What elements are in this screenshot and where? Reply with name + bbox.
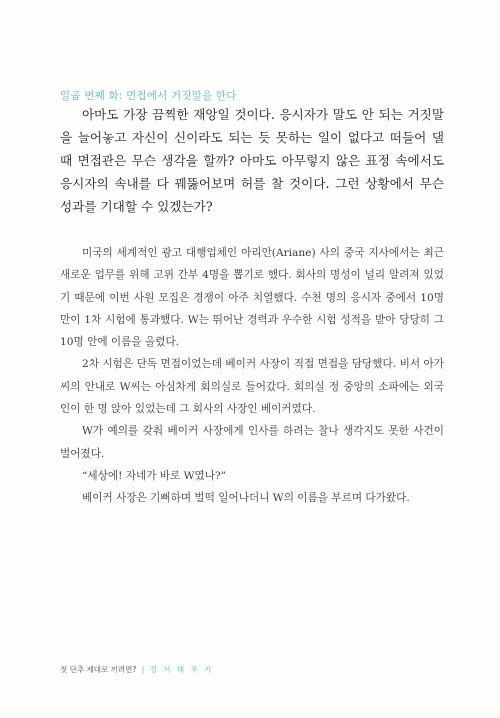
section-heading: 일곱 번째 화: 면접에서 거짓말을 한다 [60,90,237,102]
footer-divider: | [141,665,145,674]
story-quote: “세상에! 자네가 바로 W였나?” [82,469,227,482]
intro-paragraph: 아마도 가장 끔찍한 재앙일 것이다. 응시자가 말도 안 되는 거짓말을 늘어놓고 자신이 신이라도 되는 듯 못하는 일이 없다고 떠들어 댈 때 면접관은 무슨 생각을 할까? 아마도 아무렇지 않은 표정 속에서도 응시자의 속내를 다 꿰뚫어보며 허를 찰 것이다. 그런 상황에서 무슨 성과를 기대할 수 있겠는가? [60,107,444,214]
footer-section-name: 정 서 태 우 기 [149,665,214,674]
story-body [60,242,444,510]
story-paragraph: 베이커 사장은 기뻐하며 벌떡 일어나더니 W의 이름을 부르며 다가왔다. [82,492,410,505]
story-paragraph: 미국의 세계적인 광고 대행업체인 아리안(Ariane) 사의 중국 지사에서는 최근 새로운 업무를 위해 고위 간부 4명을 뽑기로 했다. 회사의 명성이 널리 알려져 있었기 때문에 이번 사원 모집은 경쟁이 아주 치열했다. 수천 명의 응시자 중에서 10명만이 1차 시험에 통과했다. W는 뛰어난 경력과 우수한 시험 성적을 받아 당당히 그 10명 안에 이름을 올렸다. [60,247,444,349]
story-paragraph: 2차 시험은 단독 면접이었는데 베이커 사장이 직접 면접을 담당했다. 비서 아가씨의 안내로 W씨는 아심차게 회의실로 들어갔다. 회의실 정 중앙의 소파에는 외국인이 한 명 앉아 있었는데 그 회사의 사장인 베이커였다. [60,358,444,416]
footer-book-title: 첫 단추 제대로 끼려면? [60,665,137,674]
story-paragraph: W가 예의를 갖춰 베이커 사장에게 인사를 하려는 찰나 생각지도 못한 사건이 벌어졌다. [60,425,444,460]
page-footer [60,664,213,675]
